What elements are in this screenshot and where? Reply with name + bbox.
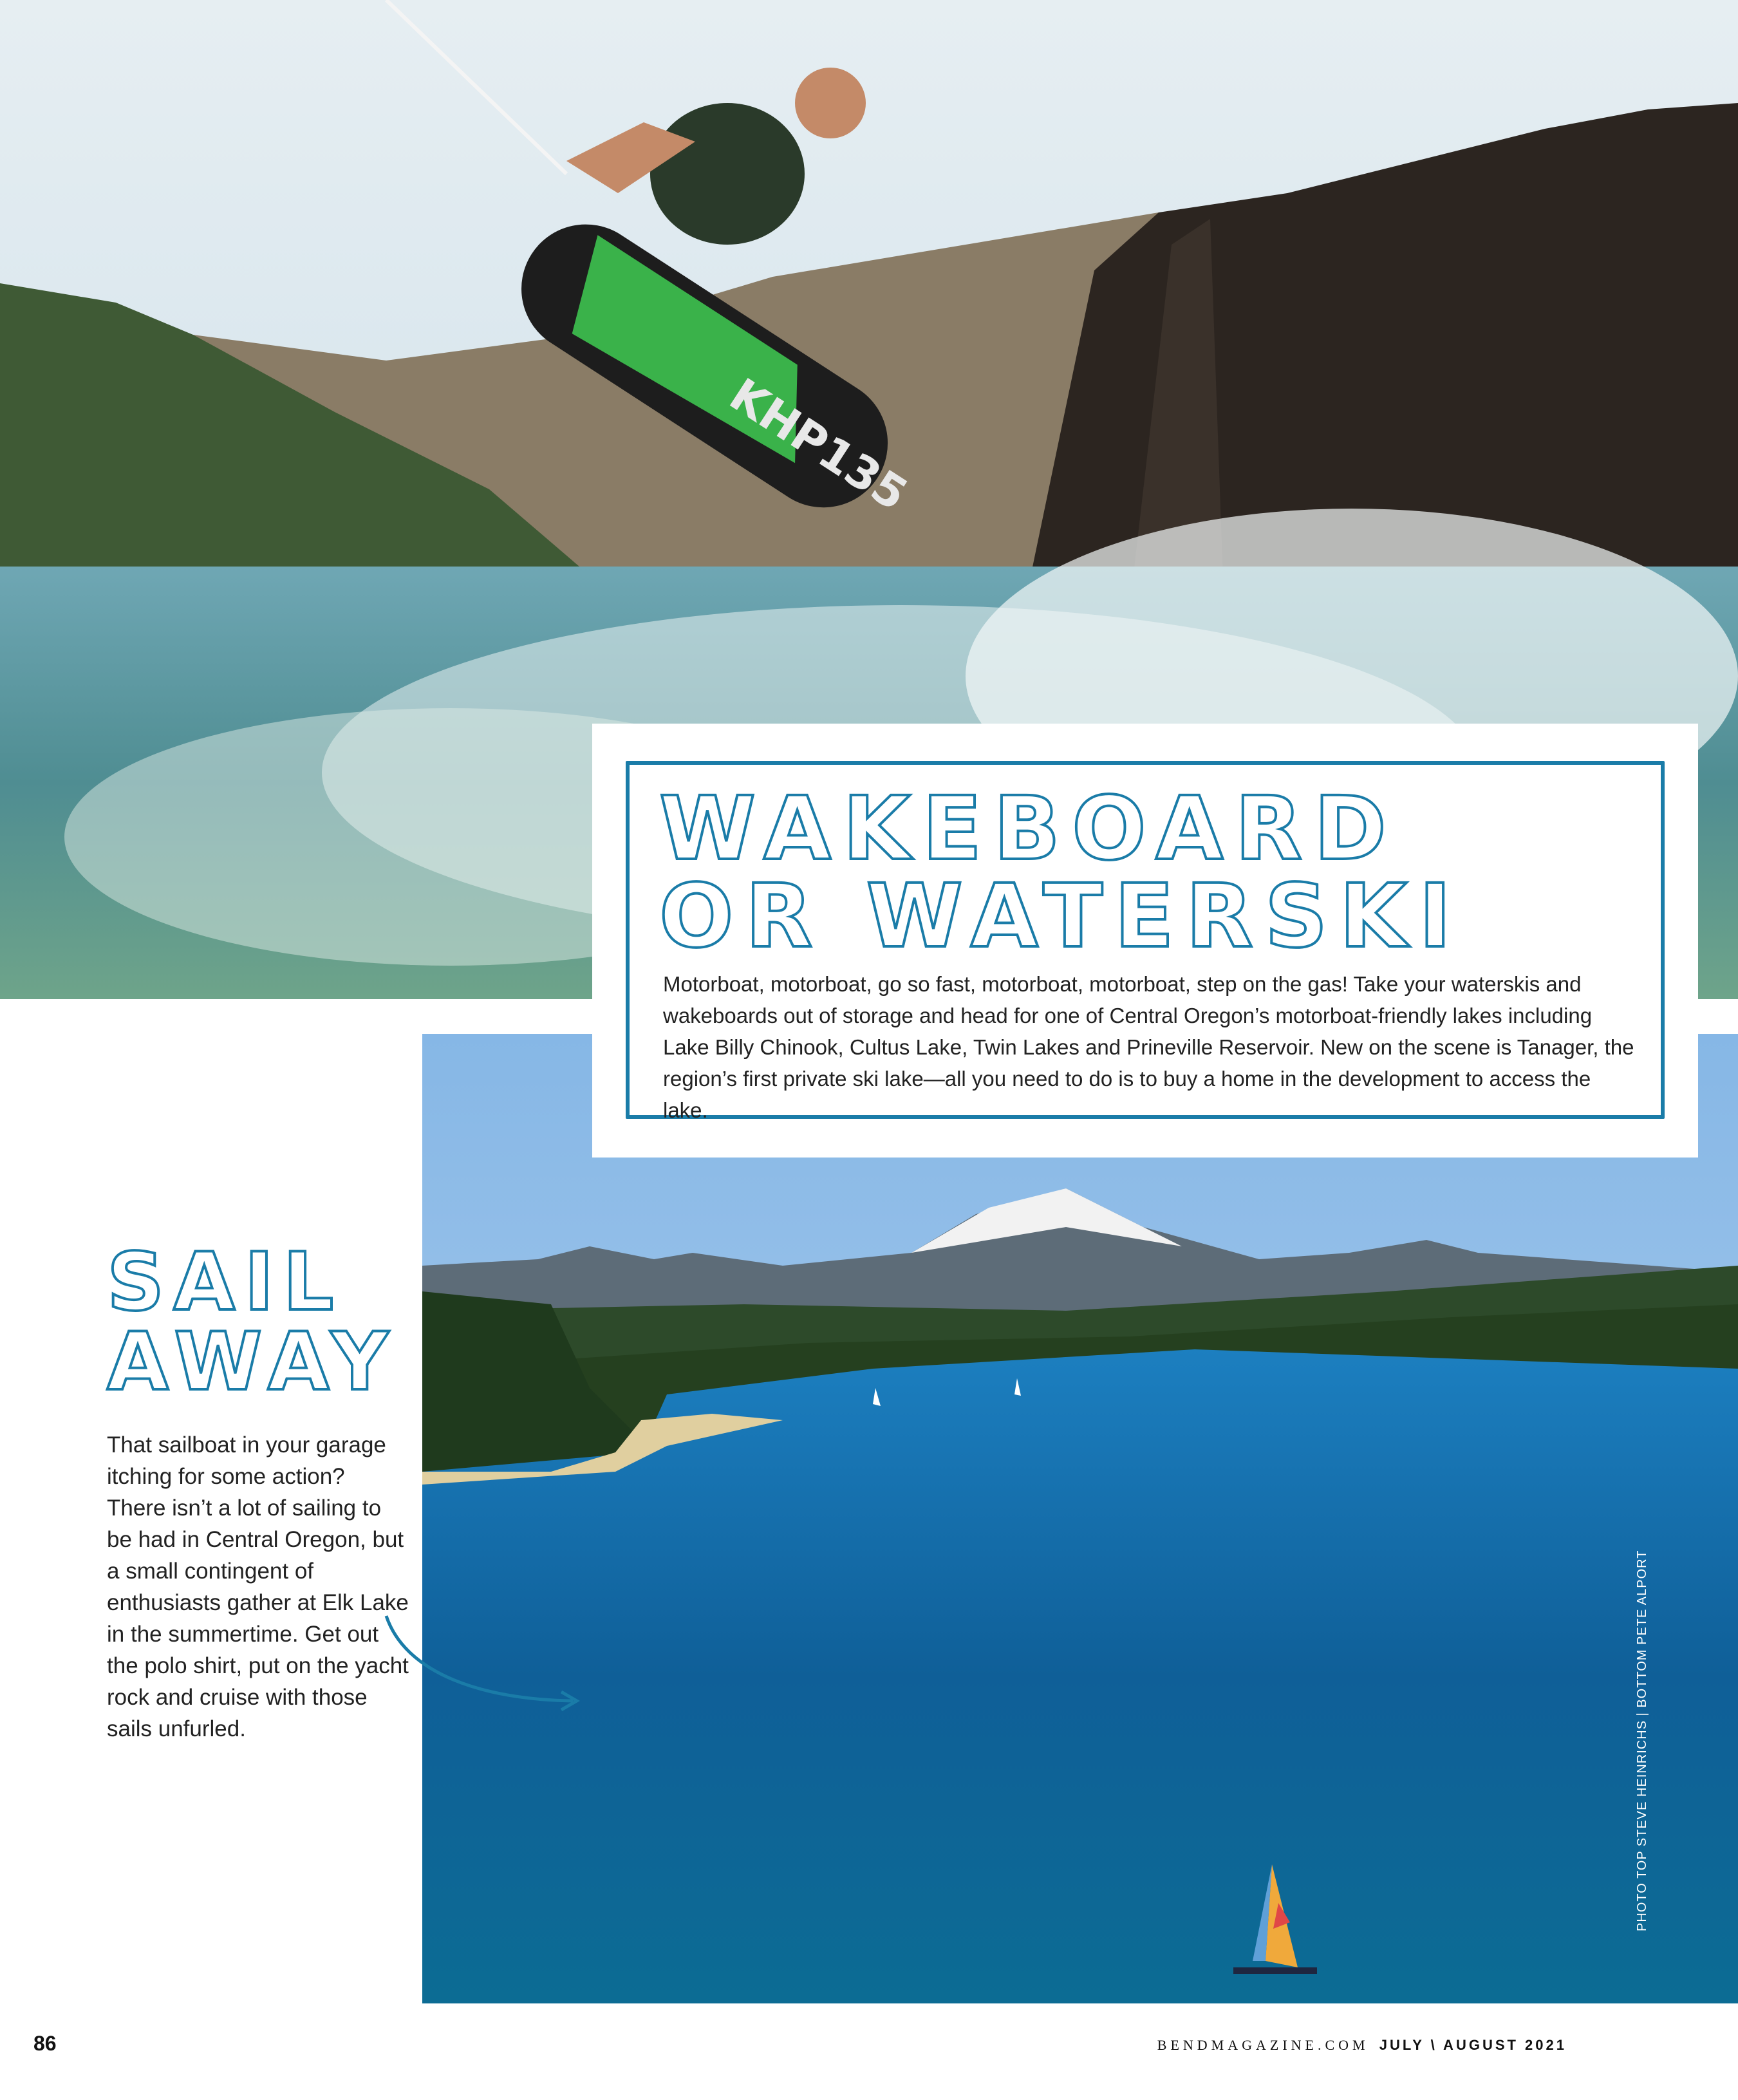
- sail-away-heading: [107, 1236, 429, 1409]
- footer-issue: JULY \ AUGUST 2021: [1379, 2037, 1567, 2053]
- photo-credit: PHOTO TOP STEVE HEINRICHS | BOTTOM PETE ALPORT: [1635, 1550, 1649, 1931]
- wakeboard-heading-line1: WAKEBOARD: [659, 778, 1398, 880]
- elk-lake-photo: [422, 1034, 1738, 2003]
- board-graphic-text: KHP135: [720, 368, 917, 521]
- sail-away-heading-line1: SAIL: [107, 1236, 343, 1329]
- footer-folio: [1157, 2037, 1567, 2054]
- sail-away-body-text: That sailboat in your garage itching for some action? There isn’t a lot of sailing to be had in Central Oregon, but a small contingent of enthusiasts gather at Elk Lake in the summertime. Get out the polo shirt, put on the yacht rock and cruise with those sails unfurled.: [107, 1432, 409, 1741]
- footer-site: BENDMAGAZINE.COM: [1157, 2037, 1369, 2053]
- wakeboard-heading: [659, 778, 1625, 968]
- page-number: 86: [33, 2032, 57, 2055]
- curved-arrow-icon: [380, 1603, 592, 1719]
- wakeboard-heading-line2: OR WATERSKI: [659, 866, 1463, 968]
- wakeboard-card: [592, 724, 1698, 1158]
- sail-away-heading-line2: AWAY: [107, 1316, 398, 1409]
- wakeboard-body-text: Motorboat, motorboat, go so fast, motorboat, motorboat, step on the gas! Take your waterskis and wakeboards out of storage and head for one of Central Oregon’s motorboat-friendly lakes including Lake Billy Chinook, Cultus Lake, Twin Lakes and Prineville Reservoir. New on the scene is Tanager, the region’s first private ski lake—all you need to do is to buy a home in the development to access the lake.: [663, 972, 1634, 1122]
